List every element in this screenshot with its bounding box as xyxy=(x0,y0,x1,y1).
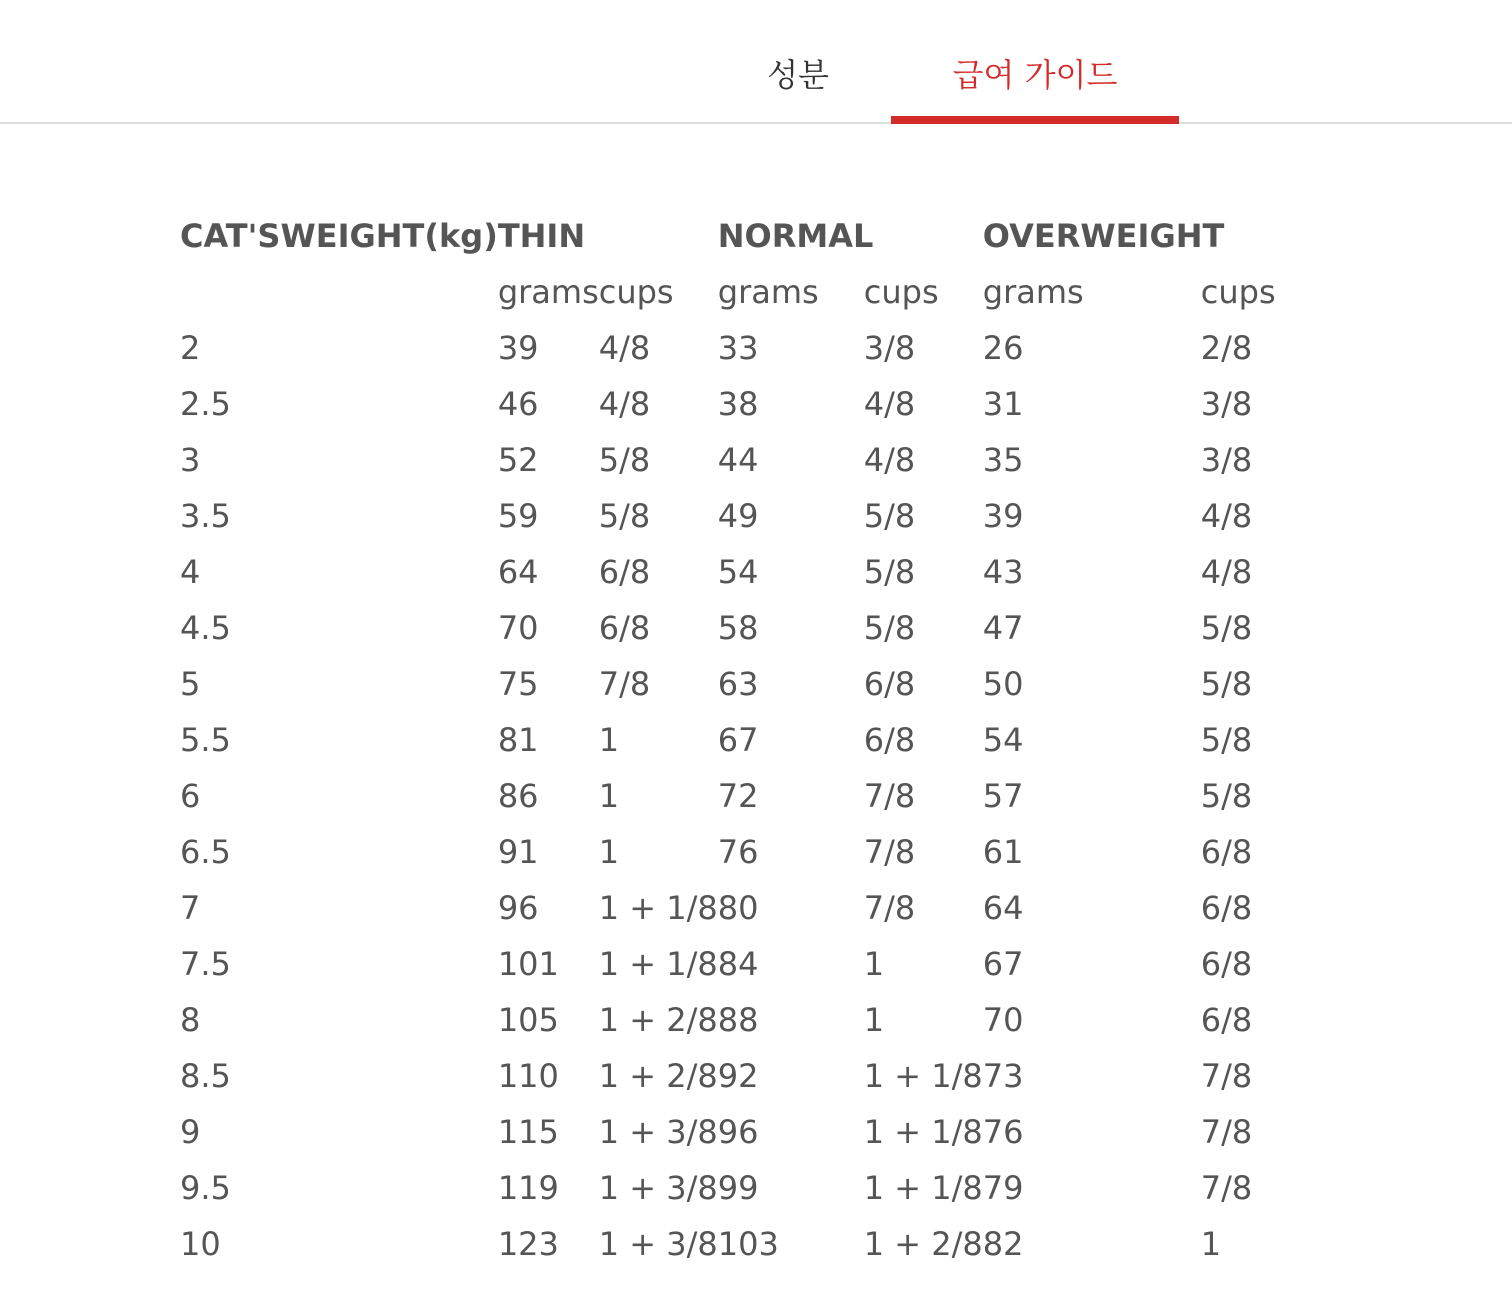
cell-overweight-grams: 39 xyxy=(982,497,1024,535)
cell-normal-grams: 54 xyxy=(717,553,759,591)
cell-normal-grams: 76 xyxy=(717,833,759,871)
cell-normal-cups: 7/8 xyxy=(863,833,916,871)
cell-normal-cups: 1 xyxy=(863,945,885,983)
cell-overweight-grams: 73 xyxy=(982,1057,1024,1095)
table-row xyxy=(180,992,1321,1048)
cell-normal-cups: 6/8 xyxy=(863,721,916,759)
table-header-row xyxy=(180,208,1321,264)
cell-weight: 5.5 xyxy=(180,721,231,759)
cell-normal-cups: 3/8 xyxy=(863,329,916,367)
table-row xyxy=(180,488,1321,544)
cell-thin-cups: 6/8 xyxy=(598,609,651,647)
cell-normal-grams: 92 xyxy=(717,1057,759,1095)
cell-normal-cups: 1 + 1/8 xyxy=(863,1113,983,1151)
table-row xyxy=(180,432,1321,488)
cell-overweight-cups: 3/8 xyxy=(1200,441,1253,479)
cell-thin-grams: 52 xyxy=(497,441,539,479)
subheader-normal-grams: grams xyxy=(717,273,819,311)
table-row xyxy=(180,1104,1321,1160)
feeding-guide-table xyxy=(180,208,1321,1272)
cell-normal-grams: 103 xyxy=(717,1225,779,1263)
cell-overweight-cups: 3/8 xyxy=(1200,385,1253,423)
cell-normal-grams: 38 xyxy=(717,385,759,423)
cell-overweight-grams: 70 xyxy=(982,1001,1024,1039)
tab-feeding-guide-label: 급여 가이드 xyxy=(952,56,1118,94)
cell-overweight-grams: 57 xyxy=(982,777,1024,815)
cell-thin-grams: 91 xyxy=(497,833,539,871)
cell-normal-cups: 1 xyxy=(863,1001,885,1039)
cell-weight: 10 xyxy=(180,1225,221,1263)
cell-thin-grams: 123 xyxy=(497,1225,559,1263)
table-subheader-row xyxy=(180,264,1321,320)
table-row xyxy=(180,600,1321,656)
header-overweight: OVERWEIGHT xyxy=(982,217,1225,255)
cell-weight: 6.5 xyxy=(180,833,231,871)
subheader-thin-grams: grams xyxy=(497,273,599,311)
tab-feeding-guide[interactable] xyxy=(891,0,1179,124)
table-row xyxy=(180,544,1321,600)
cell-thin-cups: 5/8 xyxy=(598,441,651,479)
cell-overweight-grams: 50 xyxy=(982,665,1024,703)
cell-overweight-cups: 2/8 xyxy=(1200,329,1253,367)
cell-overweight-cups: 4/8 xyxy=(1200,553,1253,591)
subheader-thin-cups: cups xyxy=(598,273,674,311)
cell-thin-grams: 81 xyxy=(497,721,539,759)
cell-overweight-cups: 6/8 xyxy=(1200,1001,1253,1039)
tab-bar xyxy=(0,0,1512,124)
cell-overweight-grams: 54 xyxy=(982,721,1024,759)
table-body xyxy=(180,320,1321,1272)
cell-thin-cups: 1 + 3/8 xyxy=(598,1113,718,1151)
cell-weight: 6 xyxy=(180,777,201,815)
table-row xyxy=(180,1048,1321,1104)
cell-normal-grams: 33 xyxy=(717,329,759,367)
cell-thin-grams: 96 xyxy=(497,889,539,927)
cell-weight: 9.5 xyxy=(180,1169,231,1207)
cell-thin-cups: 1 + 3/8 xyxy=(598,1225,718,1263)
cell-normal-grams: 44 xyxy=(717,441,759,479)
cell-thin-cups: 1 xyxy=(598,833,620,871)
cell-overweight-cups: 5/8 xyxy=(1200,721,1253,759)
cell-weight: 7 xyxy=(180,889,201,927)
cell-weight: 3.5 xyxy=(180,497,231,535)
cell-overweight-cups: 5/8 xyxy=(1200,609,1253,647)
cell-weight: 4 xyxy=(180,553,201,591)
cell-thin-grams: 86 xyxy=(497,777,539,815)
tab-ingredients-label: 성분 xyxy=(767,56,829,94)
subheader-overweight-cups: cups xyxy=(1200,273,1276,311)
cell-normal-cups: 1 + 2/8 xyxy=(863,1225,983,1263)
header-weight: CAT'SWEIGHT(kg) xyxy=(180,217,498,255)
cell-normal-cups: 1 + 1/8 xyxy=(863,1057,983,1095)
cell-overweight-cups: 5/8 xyxy=(1200,777,1253,815)
cell-weight: 8.5 xyxy=(180,1057,231,1095)
cell-thin-grams: 119 xyxy=(497,1169,559,1207)
cell-thin-cups: 7/8 xyxy=(598,665,651,703)
cell-normal-cups: 4/8 xyxy=(863,385,916,423)
table-row xyxy=(180,880,1321,936)
cell-thin-grams: 59 xyxy=(497,497,539,535)
cell-thin-cups: 5/8 xyxy=(598,497,651,535)
cell-normal-grams: 72 xyxy=(717,777,759,815)
subheader-empty xyxy=(180,264,498,320)
cell-normal-cups: 5/8 xyxy=(863,497,916,535)
table-row xyxy=(180,768,1321,824)
cell-normal-grams: 49 xyxy=(717,497,759,535)
table-row xyxy=(180,1216,1321,1272)
cell-thin-grams: 105 xyxy=(497,1001,559,1039)
cell-overweight-grams: 64 xyxy=(982,889,1024,927)
table-row xyxy=(180,320,1321,376)
cell-normal-grams: 88 xyxy=(717,1001,759,1039)
cell-overweight-grams: 47 xyxy=(982,609,1024,647)
cell-overweight-cups: 6/8 xyxy=(1200,833,1253,871)
cell-normal-grams: 84 xyxy=(717,945,759,983)
table-row xyxy=(180,936,1321,992)
cell-overweight-grams: 79 xyxy=(982,1169,1024,1207)
cell-thin-cups: 1 xyxy=(598,721,620,759)
cell-thin-grams: 101 xyxy=(497,945,559,983)
cell-overweight-cups: 7/8 xyxy=(1200,1057,1253,1095)
cell-thin-cups: 1 + 1/8 xyxy=(598,945,718,983)
cell-thin-grams: 115 xyxy=(497,1113,559,1151)
cell-normal-grams: 99 xyxy=(717,1169,759,1207)
cell-normal-cups: 5/8 xyxy=(863,553,916,591)
cell-normal-cups: 7/8 xyxy=(863,777,916,815)
cell-thin-cups: 1 + 3/8 xyxy=(598,1169,718,1207)
cell-overweight-grams: 31 xyxy=(982,385,1024,423)
cell-weight: 5 xyxy=(180,665,201,703)
table-row xyxy=(180,712,1321,768)
cell-normal-grams: 80 xyxy=(717,889,759,927)
cell-overweight-grams: 67 xyxy=(982,945,1024,983)
cell-normal-grams: 58 xyxy=(717,609,759,647)
cell-weight: 8 xyxy=(180,1001,201,1039)
cell-overweight-cups: 7/8 xyxy=(1200,1169,1253,1207)
cell-thin-cups: 1 + 2/8 xyxy=(598,1001,718,1039)
cell-overweight-grams: 26 xyxy=(982,329,1024,367)
cell-weight: 4.5 xyxy=(180,609,231,647)
cell-normal-grams: 63 xyxy=(717,665,759,703)
cell-overweight-cups: 6/8 xyxy=(1200,889,1253,927)
cell-thin-cups: 6/8 xyxy=(598,553,651,591)
table-row xyxy=(180,1160,1321,1216)
table-row xyxy=(180,376,1321,432)
cell-overweight-grams: 76 xyxy=(982,1113,1024,1151)
cell-normal-grams: 67 xyxy=(717,721,759,759)
cell-weight: 3 xyxy=(180,441,201,479)
cell-thin-grams: 64 xyxy=(497,553,539,591)
cell-thin-cups: 1 + 1/8 xyxy=(598,889,718,927)
cell-overweight-cups: 6/8 xyxy=(1200,945,1253,983)
header-thin: THIN xyxy=(497,217,586,255)
subheader-normal-cups: cups xyxy=(863,273,939,311)
cell-normal-cups: 4/8 xyxy=(863,441,916,479)
cell-normal-cups: 7/8 xyxy=(863,889,916,927)
cell-thin-grams: 46 xyxy=(497,385,539,423)
cell-normal-grams: 96 xyxy=(717,1113,759,1151)
subheader-overweight-grams: grams xyxy=(982,273,1084,311)
cell-overweight-grams: 43 xyxy=(982,553,1024,591)
cell-weight: 2.5 xyxy=(180,385,231,423)
cell-normal-cups: 1 + 1/8 xyxy=(863,1169,983,1207)
cell-thin-cups: 4/8 xyxy=(598,329,651,367)
cell-normal-cups: 5/8 xyxy=(863,609,916,647)
cell-overweight-grams: 61 xyxy=(982,833,1024,871)
cell-overweight-grams: 35 xyxy=(982,441,1024,479)
table-row xyxy=(180,824,1321,880)
cell-weight: 7.5 xyxy=(180,945,231,983)
cell-thin-grams: 70 xyxy=(497,609,539,647)
cell-thin-cups: 4/8 xyxy=(598,385,651,423)
table-row xyxy=(180,656,1321,712)
cell-weight: 2 xyxy=(180,329,201,367)
cell-overweight-cups: 5/8 xyxy=(1200,665,1253,703)
cell-weight: 9 xyxy=(180,1113,201,1151)
cell-overweight-cups: 7/8 xyxy=(1200,1113,1253,1151)
cell-overweight-cups: 4/8 xyxy=(1200,497,1253,535)
cell-thin-grams: 75 xyxy=(497,665,539,703)
cell-normal-cups: 6/8 xyxy=(863,665,916,703)
cell-overweight-grams: 82 xyxy=(982,1225,1024,1263)
cell-thin-grams: 39 xyxy=(497,329,539,367)
cell-thin-cups: 1 + 2/8 xyxy=(598,1057,718,1095)
cell-thin-grams: 110 xyxy=(497,1057,559,1095)
tab-ingredients[interactable] xyxy=(708,0,888,124)
header-normal: NORMAL xyxy=(717,217,874,255)
cell-thin-cups: 1 xyxy=(598,777,620,815)
cell-overweight-cups: 1 xyxy=(1200,1225,1222,1263)
